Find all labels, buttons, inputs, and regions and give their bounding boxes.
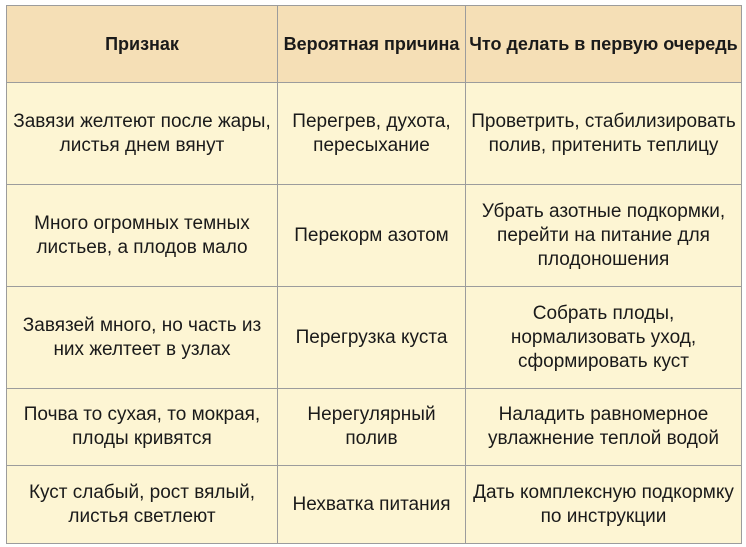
cell-sign: Завязей много, но часть из них желтеет в узлах <box>7 287 278 389</box>
table-row <box>7 287 742 389</box>
cell-cause: Перегрузка куста <box>278 287 466 389</box>
table-header-row <box>7 6 742 83</box>
table-row <box>7 389 742 466</box>
header-cause: Вероятная причина <box>278 6 466 83</box>
cell-action: Дать комплексную подкормку по инструкции <box>466 466 742 544</box>
cell-cause: Перекорм азотом <box>278 185 466 287</box>
diagnostic-table <box>6 5 742 544</box>
cell-action: Убрать азотные подкормки, перейти на питание для плодоношения <box>466 185 742 287</box>
table-row <box>7 466 742 544</box>
header-action: Что делать в первую очередь <box>466 6 742 83</box>
cell-action: Собрать плоды, нормализовать уход, сформировать куст <box>466 287 742 389</box>
cell-action: Проветрить, стабилизировать полив, притенить теплицу <box>466 83 742 185</box>
table-row <box>7 185 742 287</box>
cell-cause: Нерегулярный полив <box>278 389 466 466</box>
cell-cause: Нехватка питания <box>278 466 466 544</box>
cell-sign: Куст слабый, рост вялый, листья светлеют <box>7 466 278 544</box>
header-sign: Признак <box>7 6 278 83</box>
cell-sign: Много огромных темных листьев, а плодов мало <box>7 185 278 287</box>
cell-cause: Перегрев, духота, пересыхание <box>278 83 466 185</box>
table-row <box>7 83 742 185</box>
cell-action: Наладить равномерное увлажнение теплой водой <box>466 389 742 466</box>
cell-sign: Завязи желтеют после жары, листья днем вянут <box>7 83 278 185</box>
cell-sign: Почва то сухая, то мокрая, плоды кривятся <box>7 389 278 466</box>
